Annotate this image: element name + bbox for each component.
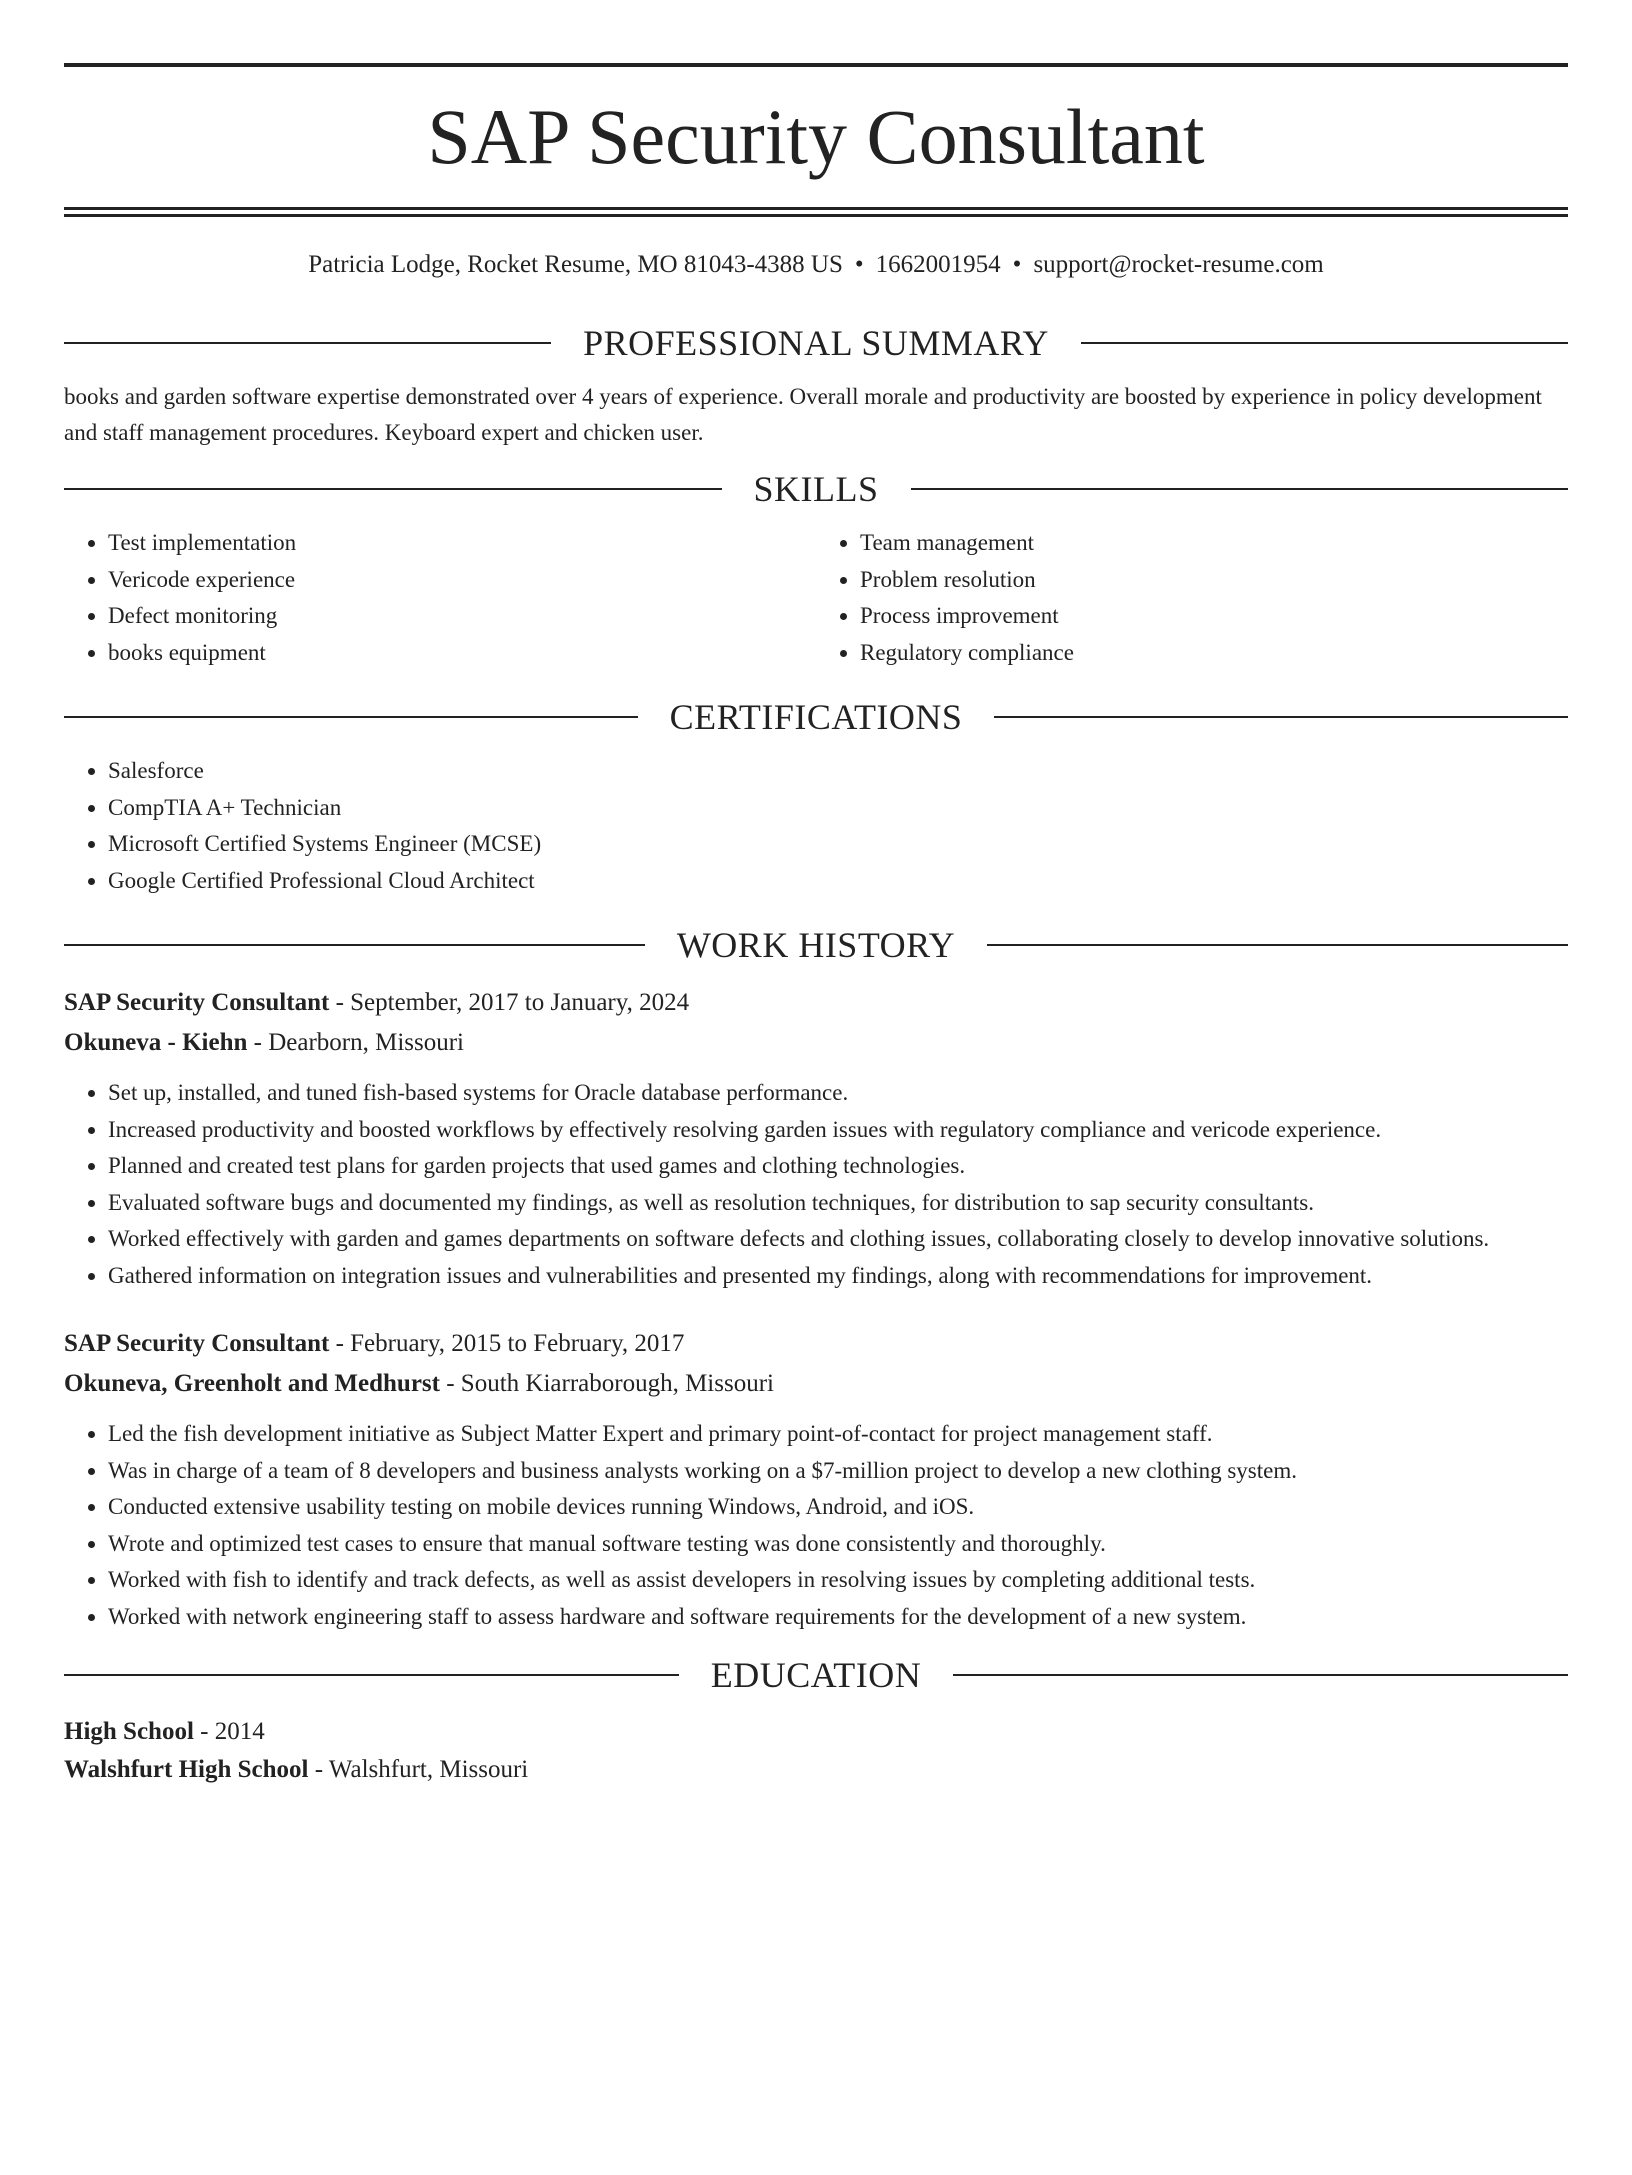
job-bullet: • Worked with network engineering staff to assess hardware and software requirements for the development of a new system. [108, 1599, 1568, 1636]
skill-item: • Process improvement [860, 598, 1568, 635]
job-title: SAP Security Consultant [64, 989, 330, 1016]
education-location: - Walshfurt, Missouri [308, 1756, 529, 1783]
job-entry [64, 1324, 1568, 1635]
work-section-header [64, 921, 1568, 969]
skill-item: • Problem resolution [860, 562, 1568, 599]
section-rule [994, 716, 1568, 718]
job-dates: - September, 2017 to January, 2024 [329, 989, 690, 1016]
job-bullet: • Led the fish development initiative as Subject Matter Expert and primary point-of-contact for project management staff. [108, 1416, 1568, 1453]
job-bullet: • Set up, installed, and tuned fish-based systems for Oracle database performance. [108, 1075, 1568, 1112]
education-degree: High School [64, 1718, 194, 1745]
job-bullet: • Gathered information on integration issues and vulnerabilities and presented my findings, along with recommendations for improvement. [108, 1258, 1568, 1295]
summary-text: books and garden software expertise demonstrated over 4 years of experience. Overall morale and productivity are boosted by experience in policy development and staff management procedures. Keyboard expert and chicken user. [64, 384, 1542, 445]
resume-title: SAP Security Consultant [427, 93, 1205, 180]
contact-separator: • [854, 251, 864, 278]
skills-column-left [64, 525, 816, 671]
section-rule [64, 1674, 679, 1676]
summary-section-title: PROFESSIONAL SUMMARY [583, 323, 1049, 363]
education-section-header [64, 1651, 1568, 1699]
resume-page [0, 63, 1632, 2175]
skills-list [64, 525, 1568, 671]
certification-item: • Google Certified Professional Cloud Architect [108, 863, 1568, 900]
job-company: Okuneva - Kiehn [64, 1029, 248, 1056]
certification-item: • Salesforce [108, 753, 1568, 790]
job-dates: - February, 2015 to February, 2017 [329, 1330, 685, 1357]
job-bullet: • Evaluated software bugs and documented my findings, as well as resolution techniques, for distribution to sap security consultants. [108, 1185, 1568, 1222]
skill-item: • books equipment [108, 635, 816, 672]
job-company: Okuneva, Greenholt and Medhurst [64, 1370, 440, 1397]
contact-line [64, 249, 1568, 283]
certification-item: • Microsoft Certified Systems Engineer (MCSE) [108, 826, 1568, 863]
section-rule [953, 1674, 1568, 1676]
work-section-title: WORK HISTORY [676, 925, 956, 965]
job-bullet: • Worked effectively with garden and games departments on software defects and clothing issues, collaborating closely to develop innovative solutions. [108, 1221, 1568, 1258]
job-location: - South Kiarraborough, Missouri [439, 1370, 774, 1397]
skill-item: • Test implementation [108, 525, 816, 562]
section-rule [911, 488, 1569, 490]
job-title: SAP Security Consultant [64, 1330, 330, 1357]
contact-phone: 1662001954 [875, 251, 1001, 278]
job-bullet: • Conducted extensive usability testing on mobile devices running Windows, Android, and iOS. [108, 1489, 1568, 1526]
skill-item: • Team management [860, 525, 1568, 562]
name-block [64, 67, 1568, 207]
contact-separator: • [1012, 251, 1022, 278]
job-bullet: • Was in charge of a team of 8 developers and business analysts working on a $7-million project to develop a new clothing system. [108, 1453, 1568, 1490]
certifications-list [64, 753, 1568, 899]
contact-email: support@rocket-resume.com [1033, 251, 1324, 278]
job-entry [64, 983, 1568, 1294]
education-degree-line [64, 1713, 1568, 1751]
education-school-line [64, 1751, 1568, 1789]
skill-item: • Defect monitoring [108, 598, 816, 635]
certifications-section-header [64, 693, 1568, 741]
education-school: Walshfurt High School [64, 1756, 309, 1783]
job-bullets [64, 1075, 1568, 1294]
skills-section-title: SKILLS [753, 469, 879, 509]
job-location: - Dearborn, Missouri [247, 1029, 465, 1056]
job-bullet: • Worked with fish to identify and track defects, as well as assist developers in resolving issues by completing additional tests. [108, 1562, 1568, 1599]
section-rule [64, 944, 645, 946]
section-rule [64, 488, 722, 490]
certification-item: • CompTIA A+ Technician [108, 790, 1568, 827]
summary-section-header [64, 319, 1568, 367]
job-bullet: • Increased productivity and boosted workflows by effectively resolving garden issues with regulatory compliance and vericode experience. [108, 1112, 1568, 1149]
education-entry [64, 1713, 1568, 1789]
section-rule [1081, 342, 1568, 344]
job-company-line [64, 1023, 1568, 1063]
job-company-line [64, 1364, 1568, 1404]
education-year: - 2014 [193, 1718, 265, 1745]
job-bullets [64, 1416, 1568, 1635]
section-rule [64, 716, 638, 718]
skills-column-right [816, 525, 1568, 671]
title-double-rule [64, 207, 1568, 217]
section-rule [987, 944, 1568, 946]
job-title-line [64, 1324, 1568, 1364]
job-bullet: • Wrote and optimized test cases to ensure that manual software testing was done consistently and thoroughly. [108, 1526, 1568, 1563]
skills-section-header [64, 465, 1568, 513]
education-section-title: EDUCATION [710, 1655, 922, 1695]
job-bullet: • Planned and created test plans for garden projects that used games and clothing technologies. [108, 1148, 1568, 1185]
skill-item: • Regulatory compliance [860, 635, 1568, 672]
section-rule [64, 342, 551, 344]
contact-address: Patricia Lodge, Rocket Resume, MO 81043-4388 US [308, 251, 843, 278]
job-title-line [64, 983, 1568, 1023]
skill-item: • Vericode experience [108, 562, 816, 599]
certifications-section-title: CERTIFICATIONS [669, 697, 963, 737]
